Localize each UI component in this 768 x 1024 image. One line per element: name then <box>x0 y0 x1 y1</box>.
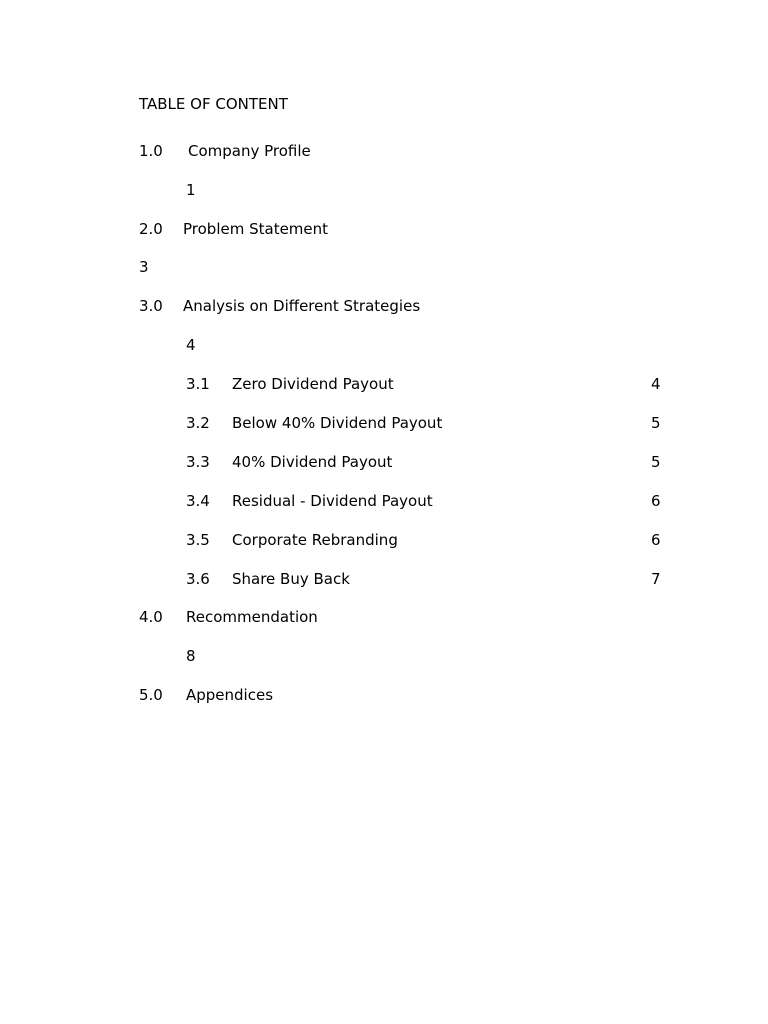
section-number-5: 5.0 <box>139 686 163 704</box>
section-label-appendices: Appendices <box>186 686 274 704</box>
section-label-problem-statement: Problem Statement <box>183 220 329 238</box>
subsection-page-rebranding: 6 <box>651 531 661 549</box>
section-page-company-profile: 1 <box>186 181 196 199</box>
section-page-recommendation: 8 <box>186 647 196 665</box>
section-number-4: 4.0 <box>139 608 163 626</box>
section-number-2: 2.0 <box>139 220 163 238</box>
subsection-page-share-buy-back: 7 <box>651 570 661 588</box>
section-number-1: 1.0 <box>139 142 163 160</box>
subsection-number-3-4: 3.4 <box>186 492 210 510</box>
subsection-label-40-dividend: 40% Dividend Payout <box>232 453 393 471</box>
subsection-page-40-dividend: 5 <box>651 453 661 471</box>
subsection-page-zero-dividend: 4 <box>651 375 661 393</box>
subsection-label-residual: Residual - Dividend Payout <box>232 492 433 510</box>
section-number-3: 3.0 <box>139 297 163 315</box>
section-label-analysis: Analysis on Different Strategies <box>183 297 421 315</box>
subsection-number-3-1: 3.1 <box>186 375 210 393</box>
section-label-company-profile: Company Profile <box>188 142 311 160</box>
subsection-number-3-5: 3.5 <box>186 531 210 549</box>
subsection-label-zero-dividend: Zero Dividend Payout <box>232 375 394 393</box>
subsection-label-share-buy-back: Share Buy Back <box>232 570 350 588</box>
subsection-number-3-6: 3.6 <box>186 570 210 588</box>
subsection-number-3-3: 3.3 <box>186 453 210 471</box>
section-page-problem-statement: 3 <box>139 258 149 276</box>
subsection-label-rebranding: Corporate Rebranding <box>232 531 398 549</box>
section-page-analysis: 4 <box>186 336 196 354</box>
toc-title: TABLE OF CONTENT <box>139 95 288 113</box>
subsection-number-3-2: 3.2 <box>186 414 210 432</box>
subsection-label-below-40: Below 40% Dividend Payout <box>232 414 443 432</box>
subsection-page-below-40: 5 <box>651 414 661 432</box>
section-label-recommendation: Recommendation <box>186 608 318 626</box>
subsection-page-residual: 6 <box>651 492 661 510</box>
